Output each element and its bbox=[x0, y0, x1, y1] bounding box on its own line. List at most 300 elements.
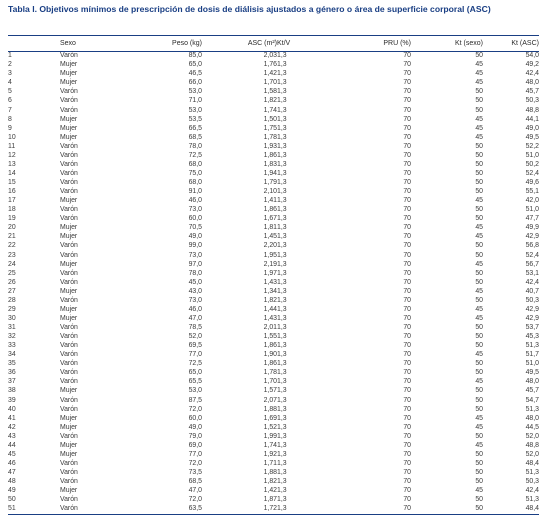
cell-sex: Varón bbox=[60, 469, 78, 476]
cell-weight-kg: 75,0 bbox=[188, 169, 202, 177]
cell-sex: Varón bbox=[60, 179, 78, 186]
cell-weight-kg: 73,0 bbox=[188, 296, 202, 304]
cell-kt-bsa: 49,5 bbox=[525, 369, 539, 377]
cell-kt-bsa: 48,8 bbox=[525, 106, 539, 114]
table-header bbox=[8, 36, 539, 52]
cell-bsa-m2: 1,99 bbox=[263, 432, 277, 440]
cell-weight-kg: 46,0 bbox=[188, 197, 202, 205]
cell-kt-v: 1,3 bbox=[277, 52, 287, 60]
cell-row-number: 34 bbox=[8, 351, 16, 359]
table-row bbox=[8, 315, 539, 324]
cell-kt-bsa: 48,4 bbox=[483, 505, 539, 515]
cell-bsa-m2: 1,55 bbox=[263, 333, 277, 341]
cell-sex: Mujer bbox=[60, 450, 78, 458]
cell-kt-v: 1,3 bbox=[277, 423, 287, 431]
cell-bsa-m2: 1,86 bbox=[263, 360, 277, 368]
cell-kt-bsa: 54,7 bbox=[525, 396, 539, 404]
table-row bbox=[8, 125, 539, 134]
cell-row-number: 37 bbox=[8, 378, 16, 386]
cell-pru-percent: 70 bbox=[403, 459, 411, 467]
table-row bbox=[8, 478, 539, 487]
cell-row-number: 13 bbox=[8, 160, 16, 168]
table-row bbox=[8, 360, 539, 369]
cell-kt-bsa: 49,0 bbox=[525, 124, 539, 132]
table-row bbox=[8, 233, 539, 242]
cell-row-number: 47 bbox=[8, 469, 16, 476]
cell-pru-percent: 70 bbox=[403, 305, 411, 313]
cell-kt-sex: 45 bbox=[475, 305, 483, 313]
cell-weight-kg: 73,0 bbox=[188, 206, 202, 214]
cell-row-number: 45 bbox=[8, 450, 16, 458]
cell-sex: Mujer bbox=[60, 133, 78, 141]
cell-sex: Mujer bbox=[60, 224, 78, 232]
cell-kt-sex: 45 bbox=[475, 61, 483, 69]
cell-kt-v: 1,3 bbox=[277, 278, 287, 286]
table-row bbox=[8, 70, 539, 79]
cell-pru-percent: 70 bbox=[403, 179, 411, 186]
cell-bsa-m2: 1,74 bbox=[263, 106, 277, 114]
cell-row-number: 11 bbox=[8, 142, 16, 150]
cell-pru-percent: 70 bbox=[403, 79, 411, 87]
cell-kt-v: 1,3 bbox=[277, 242, 287, 250]
cell-kt-bsa: 40,7 bbox=[525, 287, 539, 295]
cell-kt-v: 1,3 bbox=[277, 269, 287, 277]
cell-bsa-m2: 1,94 bbox=[263, 169, 277, 177]
cell-row-number: 36 bbox=[8, 369, 16, 377]
cell-kt-bsa: 48,0 bbox=[525, 414, 539, 422]
cell-sex: Varón bbox=[60, 269, 78, 277]
cell-kt-sex: 50 bbox=[475, 405, 483, 413]
cell-kt-v: 1,3 bbox=[277, 432, 287, 440]
cell-kt-bsa: 53,7 bbox=[525, 324, 539, 331]
cell-kt-sex: 50 bbox=[475, 97, 483, 105]
cell-kt-v: 1,3 bbox=[277, 133, 287, 141]
table-row bbox=[8, 97, 539, 106]
cell-row-number: 3 bbox=[8, 70, 12, 78]
cell-weight-kg: 53,0 bbox=[188, 88, 202, 96]
cell-kt-sex: 50 bbox=[475, 52, 483, 60]
cell-kt-v: 1,3 bbox=[277, 224, 287, 232]
cell-kt-sex: 50 bbox=[475, 333, 483, 341]
cell-sex: Mujer bbox=[60, 61, 78, 69]
cell-sex: Varón bbox=[60, 251, 78, 259]
cell-weight-kg: 65,5 bbox=[188, 378, 202, 386]
cell-sex: Varón bbox=[60, 478, 78, 486]
cell-kt-sex: 45 bbox=[475, 70, 483, 78]
cell-kt-sex: 50 bbox=[475, 396, 483, 404]
cell-bsa-m2: 2,20 bbox=[263, 242, 277, 250]
cell-pru-percent: 70 bbox=[403, 333, 411, 341]
table-row bbox=[8, 451, 539, 460]
cell-kt-sex: 50 bbox=[475, 496, 483, 504]
cell-bsa-m2: 1,81 bbox=[263, 224, 277, 232]
cell-kt-sex: 50 bbox=[475, 296, 483, 304]
cell-kt-bsa: 42,9 bbox=[525, 305, 539, 313]
cell-sex: Varón bbox=[60, 242, 78, 250]
cell-weight-kg: 91,0 bbox=[188, 188, 202, 196]
cell-kt-v: 1,3 bbox=[277, 179, 287, 186]
cell-kt-sex: 50 bbox=[475, 106, 483, 114]
table-row bbox=[8, 206, 539, 215]
table-row bbox=[8, 396, 539, 405]
cell-sex: Varón bbox=[60, 142, 78, 150]
cell-sex: Varón bbox=[60, 215, 78, 223]
cell-kt-sex: 45 bbox=[475, 314, 483, 322]
table-row bbox=[8, 270, 539, 279]
cell-kt-bsa: 51,0 bbox=[525, 151, 539, 159]
cell-weight-kg: 72,0 bbox=[188, 405, 202, 413]
cell-kt-v: 1,3 bbox=[277, 324, 287, 331]
cell-kt-v: 1,3 bbox=[277, 305, 287, 313]
cell-bsa-m2: 2,03 bbox=[263, 52, 277, 60]
table-row bbox=[8, 505, 539, 515]
column-header-kt-bsa: Kt (ASC) bbox=[483, 36, 539, 52]
cell-pru-percent: 70 bbox=[403, 115, 411, 123]
cell-kt-bsa: 52,2 bbox=[525, 142, 539, 150]
cell-pru-percent: 70 bbox=[403, 351, 411, 359]
cell-pru-percent: 70 bbox=[403, 487, 411, 495]
table-row bbox=[8, 369, 539, 378]
cell-kt-v: 1,3 bbox=[277, 115, 287, 123]
cell-sex: Varón bbox=[60, 360, 78, 368]
cell-weight-kg: 71,0 bbox=[188, 97, 202, 105]
cell-weight-kg: 68,5 bbox=[188, 478, 202, 486]
cell-pru-percent: 70 bbox=[403, 342, 411, 350]
table-row bbox=[8, 342, 539, 351]
cell-row-number: 32 bbox=[8, 333, 16, 341]
cell-row-number: 38 bbox=[8, 387, 16, 395]
cell-pru-percent: 70 bbox=[403, 296, 411, 304]
cell-pru-percent: 70 bbox=[403, 260, 411, 268]
cell-row-number: 44 bbox=[8, 441, 16, 449]
cell-weight-kg: 52,0 bbox=[188, 333, 202, 341]
cell-sex: Mujer bbox=[60, 260, 78, 268]
cell-kt-v: 1,3 bbox=[277, 169, 287, 177]
cell-sex: Varón bbox=[60, 206, 78, 214]
cell-row-number: 50 bbox=[8, 496, 16, 504]
cell-sex: Varón bbox=[60, 106, 78, 114]
data-table bbox=[8, 35, 539, 515]
cell-sex: Mujer bbox=[60, 423, 78, 431]
cell-row-number: 41 bbox=[8, 414, 16, 422]
cell-kt-bsa: 49,9 bbox=[525, 224, 539, 232]
cell-kt-bsa: 51,3 bbox=[525, 496, 539, 504]
cell-kt-bsa: 48,8 bbox=[525, 441, 539, 449]
cell-bsa-m2: 1,97 bbox=[263, 269, 277, 277]
column-header-sex: Sexo bbox=[60, 36, 116, 52]
cell-bsa-m2: 1,90 bbox=[263, 351, 277, 359]
cell-kt-sex: 45 bbox=[475, 423, 483, 431]
cell-bsa-m2: 1,41 bbox=[263, 197, 277, 205]
table-row bbox=[8, 288, 539, 297]
cell-kt-v: 1,3 bbox=[277, 233, 287, 241]
cell-bsa-m2: 1,69 bbox=[263, 414, 277, 422]
cell-row-number: 17 bbox=[8, 197, 16, 205]
cell-bsa-m2: 1,83 bbox=[263, 160, 277, 168]
cell-weight-kg: 49,0 bbox=[188, 233, 202, 241]
cell-bsa-m2: 1,50 bbox=[263, 115, 277, 123]
cell-weight-kg: 68,0 bbox=[188, 179, 202, 186]
cell-bsa-m2: 1,44 bbox=[263, 305, 277, 313]
cell-sex: Mujer bbox=[60, 197, 78, 205]
cell-kt-bsa: 51,3 bbox=[525, 469, 539, 476]
table-caption bbox=[8, 4, 504, 15]
cell-kt-sex: 45 bbox=[475, 351, 483, 359]
cell-kt-v: 1,3 bbox=[277, 215, 287, 223]
table-row bbox=[8, 161, 539, 170]
cell-pru-percent: 70 bbox=[403, 469, 411, 476]
cell-sex: Varón bbox=[60, 52, 78, 60]
cell-sex: Mujer bbox=[60, 287, 78, 295]
cell-kt-bsa: 50,3 bbox=[525, 97, 539, 105]
cell-kt-v: 1,3 bbox=[277, 314, 287, 322]
cell-bsa-m2: 1,57 bbox=[263, 387, 277, 395]
cell-bsa-m2: 2,01 bbox=[263, 324, 277, 331]
cell-row-number: 4 bbox=[8, 79, 12, 87]
cell-pru-percent: 70 bbox=[403, 88, 411, 96]
cell-bsa-m2: 1,71 bbox=[263, 459, 277, 467]
header-row bbox=[8, 36, 539, 52]
cell-kt-v: 1,3 bbox=[277, 260, 287, 268]
cell-kt-bsa: 48,0 bbox=[525, 79, 539, 87]
cell-sex: Varón bbox=[60, 405, 78, 413]
cell-sex: Varón bbox=[60, 342, 78, 350]
cell-kt-v: 1,3 bbox=[277, 160, 287, 168]
column-header-bsa-m2: ASC (m²) bbox=[202, 36, 277, 52]
cell-kt-sex: 45 bbox=[475, 124, 483, 132]
cell-sex: Mujer bbox=[60, 115, 78, 123]
cell-kt-sex: 45 bbox=[475, 287, 483, 295]
cell-bsa-m2: 1,52 bbox=[263, 423, 277, 431]
cell-kt-bsa: 52,0 bbox=[525, 432, 539, 440]
cell-kt-sex: 50 bbox=[475, 206, 483, 214]
cell-weight-kg: 66,0 bbox=[188, 79, 202, 87]
cell-kt-bsa: 45,3 bbox=[525, 333, 539, 341]
cell-kt-bsa: 51,3 bbox=[525, 405, 539, 413]
cell-kt-sex: 50 bbox=[475, 369, 483, 377]
cell-kt-bsa: 56,8 bbox=[525, 242, 539, 250]
cell-kt-sex: 50 bbox=[475, 342, 483, 350]
cell-kt-bsa: 42,9 bbox=[525, 233, 539, 241]
cell-weight-kg: 99,0 bbox=[188, 242, 202, 250]
cell-weight-kg: 47,0 bbox=[188, 314, 202, 322]
cell-kt-bsa: 54,0 bbox=[525, 52, 539, 60]
cell-kt-v: 1,3 bbox=[277, 97, 287, 105]
cell-weight-kg: 68,5 bbox=[188, 133, 202, 141]
cell-bsa-m2: 1,92 bbox=[263, 450, 277, 458]
cell-kt-v: 1,3 bbox=[277, 396, 287, 404]
cell-weight-kg: 77,0 bbox=[188, 450, 202, 458]
cell-kt-bsa: 52,4 bbox=[525, 169, 539, 177]
cell-kt-bsa: 47,7 bbox=[525, 215, 539, 223]
table-row bbox=[8, 297, 539, 306]
cell-sex: Varón bbox=[60, 505, 116, 515]
cell-weight-kg: 78,0 bbox=[188, 142, 202, 150]
table-row bbox=[8, 179, 539, 188]
cell-kt-v: 1,3 bbox=[277, 387, 287, 395]
cell-kt-v: 1,3 bbox=[277, 188, 287, 196]
table-row bbox=[8, 260, 539, 269]
cell-bsa-m2: 1,75 bbox=[263, 124, 277, 132]
cell-pru-percent: 70 bbox=[403, 224, 411, 232]
table-row bbox=[8, 442, 539, 451]
cell-row-number: 2 bbox=[8, 61, 12, 69]
cell-pru-percent: 70 bbox=[403, 151, 411, 159]
cell-row-number: 46 bbox=[8, 459, 16, 467]
cell-sex: Mujer bbox=[60, 387, 78, 395]
cell-kt-bsa: 45,7 bbox=[525, 88, 539, 96]
cell-kt-bsa: 42,4 bbox=[525, 278, 539, 286]
cell-pru-percent: 70 bbox=[403, 251, 411, 259]
cell-bsa-m2: 1,45 bbox=[263, 233, 277, 241]
cell-pru-percent: 70 bbox=[403, 324, 411, 331]
cell-sex: Varón bbox=[60, 369, 78, 377]
cell-kt-v: 1,3 bbox=[277, 287, 287, 295]
table-row bbox=[8, 79, 539, 88]
cell-kt-sex: 50 bbox=[475, 179, 483, 186]
cell-pru-percent: 70 bbox=[403, 278, 411, 286]
cell-weight-kg: 53,0 bbox=[188, 387, 202, 395]
cell-weight-kg: 73,0 bbox=[188, 251, 202, 259]
cell-pru-percent: 70 bbox=[403, 314, 411, 322]
cell-kt-bsa: 49,2 bbox=[525, 61, 539, 69]
table-row bbox=[8, 469, 539, 478]
cell-pru-percent: 70 bbox=[403, 441, 411, 449]
cell-kt-sex: 50 bbox=[475, 88, 483, 96]
cell-bsa-m2: 1,70 bbox=[263, 79, 277, 87]
cell-pru-percent: 70 bbox=[403, 61, 411, 69]
cell-kt-sex: 50 bbox=[475, 450, 483, 458]
cell-kt-sex: 45 bbox=[475, 133, 483, 141]
cell-kt-sex: 50 bbox=[475, 469, 483, 476]
cell-pru-percent: 70 bbox=[403, 160, 411, 168]
table-row bbox=[8, 197, 539, 206]
cell-bsa-m2: 1,78 bbox=[263, 133, 277, 141]
cell-row-number: 29 bbox=[8, 305, 16, 313]
cell-sex: Mujer bbox=[60, 233, 78, 241]
cell-kt-v: 1,3 bbox=[277, 197, 287, 205]
cell-weight-kg: 66,5 bbox=[188, 124, 202, 132]
table-row bbox=[8, 188, 539, 197]
cell-sex: Varón bbox=[60, 278, 78, 286]
table-row bbox=[8, 387, 539, 396]
cell-kt-v: 1,3 bbox=[277, 79, 287, 87]
cell-row-number: 28 bbox=[8, 296, 16, 304]
cell-sex: Varón bbox=[60, 459, 78, 467]
cell-sex: Varón bbox=[60, 378, 78, 386]
cell-weight-kg: 69,0 bbox=[188, 441, 202, 449]
cell-kt-bsa: 51,3 bbox=[525, 342, 539, 350]
cell-kt-bsa: 52,0 bbox=[525, 450, 539, 458]
table-row bbox=[8, 52, 539, 62]
cell-row-number: 19 bbox=[8, 215, 16, 223]
cell-kt-bsa: 42,4 bbox=[525, 487, 539, 495]
cell-kt-bsa: 51,0 bbox=[525, 206, 539, 214]
table-row bbox=[8, 306, 539, 315]
cell-kt-v: 1,3 bbox=[277, 206, 287, 214]
cell-kt-sex: 50 bbox=[475, 360, 483, 368]
cell-kt-sex: 50 bbox=[475, 188, 483, 196]
cell-kt-v: 1,3 bbox=[277, 487, 287, 495]
cell-kt-bsa: 50,3 bbox=[525, 296, 539, 304]
cell-row-number: 22 bbox=[8, 242, 16, 250]
cell-kt-v: 1,3 bbox=[277, 333, 287, 341]
cell-bsa-m2: 1,82 bbox=[263, 97, 277, 105]
cell-sex: Varón bbox=[60, 496, 78, 504]
cell-kt-bsa: 48,0 bbox=[525, 378, 539, 386]
cell-row-number: 5 bbox=[8, 88, 12, 96]
cell-row-number: 31 bbox=[8, 324, 16, 331]
cell-row-number: 24 bbox=[8, 260, 16, 268]
cell-kt-bsa: 53,1 bbox=[525, 269, 539, 277]
cell-weight-kg: 53,0 bbox=[188, 106, 202, 114]
cell-pru-percent: 70 bbox=[403, 70, 411, 78]
cell-sex: Varón bbox=[60, 169, 78, 177]
column-header-weight-kg: Peso (kg) bbox=[116, 36, 202, 52]
cell-sex: Varón bbox=[60, 88, 78, 96]
cell-kt-sex: 45 bbox=[475, 197, 483, 205]
cell-row-number: 43 bbox=[8, 432, 16, 440]
cell-pru-percent: 70 bbox=[403, 233, 411, 241]
cell-row-number: 25 bbox=[8, 269, 16, 277]
cell-weight-kg: 72,5 bbox=[188, 360, 202, 368]
cell-weight-kg: 45,0 bbox=[188, 278, 202, 286]
cell-kt-sex: 50 bbox=[475, 142, 483, 150]
cell-sex: Varón bbox=[60, 333, 78, 341]
cell-row-number: 33 bbox=[8, 342, 16, 350]
cell-kt-sex: 50 bbox=[475, 160, 483, 168]
cell-kt-v: 1,3 bbox=[277, 342, 287, 350]
cell-weight-kg: 85,0 bbox=[188, 52, 202, 60]
cell-pru-percent: 70 bbox=[403, 414, 411, 422]
cell-bsa-m2: 1,88 bbox=[263, 469, 277, 476]
cell-pru-percent: 70 bbox=[403, 360, 411, 368]
cell-bsa-m2: 1,78 bbox=[263, 369, 277, 377]
cell-weight-kg: 78,0 bbox=[188, 269, 202, 277]
cell-kt-sex: 50 bbox=[475, 324, 483, 331]
cell-bsa-m2: 1,82 bbox=[263, 478, 277, 486]
table-row bbox=[8, 106, 539, 115]
table-row bbox=[8, 333, 539, 342]
cell-bsa-m2: 2,07 bbox=[263, 396, 277, 404]
cell-bsa-m2: 1,87 bbox=[263, 496, 277, 504]
cell-weight-kg: 77,0 bbox=[188, 351, 202, 359]
cell-weight-kg: 72,0 bbox=[188, 496, 202, 504]
cell-kt-v: 1,3 bbox=[277, 469, 287, 476]
cell-bsa-m2: 1,43 bbox=[263, 278, 277, 286]
cell-kt-bsa: 49,6 bbox=[525, 179, 539, 186]
cell-row-number: 18 bbox=[8, 206, 16, 214]
cell-kt-sex: 50 bbox=[475, 459, 483, 467]
table-row bbox=[8, 152, 539, 161]
cell-weight-kg: 47,0 bbox=[188, 487, 202, 495]
cell-bsa-m2: 1,42 bbox=[263, 70, 277, 78]
cell-pru-percent: 70 bbox=[403, 496, 411, 504]
cell-kt-bsa: 44,1 bbox=[525, 115, 539, 123]
cell-kt-v: 1,3 bbox=[277, 61, 287, 69]
cell-weight-kg: 43,0 bbox=[188, 287, 202, 295]
cell-pru-percent: 70 bbox=[403, 269, 411, 277]
cell-weight-kg: 73,5 bbox=[188, 469, 202, 476]
cell-sex: Varón bbox=[60, 396, 78, 404]
cell-kt-v: 1,3 bbox=[277, 414, 287, 422]
cell-row-number: 27 bbox=[8, 287, 16, 295]
cell-kt-bsa: 56,7 bbox=[525, 260, 539, 268]
table-row bbox=[8, 378, 539, 387]
cell-sex: Varón bbox=[60, 151, 78, 159]
cell-bsa-m2: 2,19 bbox=[263, 260, 277, 268]
cell-sex: Varón bbox=[60, 432, 78, 440]
